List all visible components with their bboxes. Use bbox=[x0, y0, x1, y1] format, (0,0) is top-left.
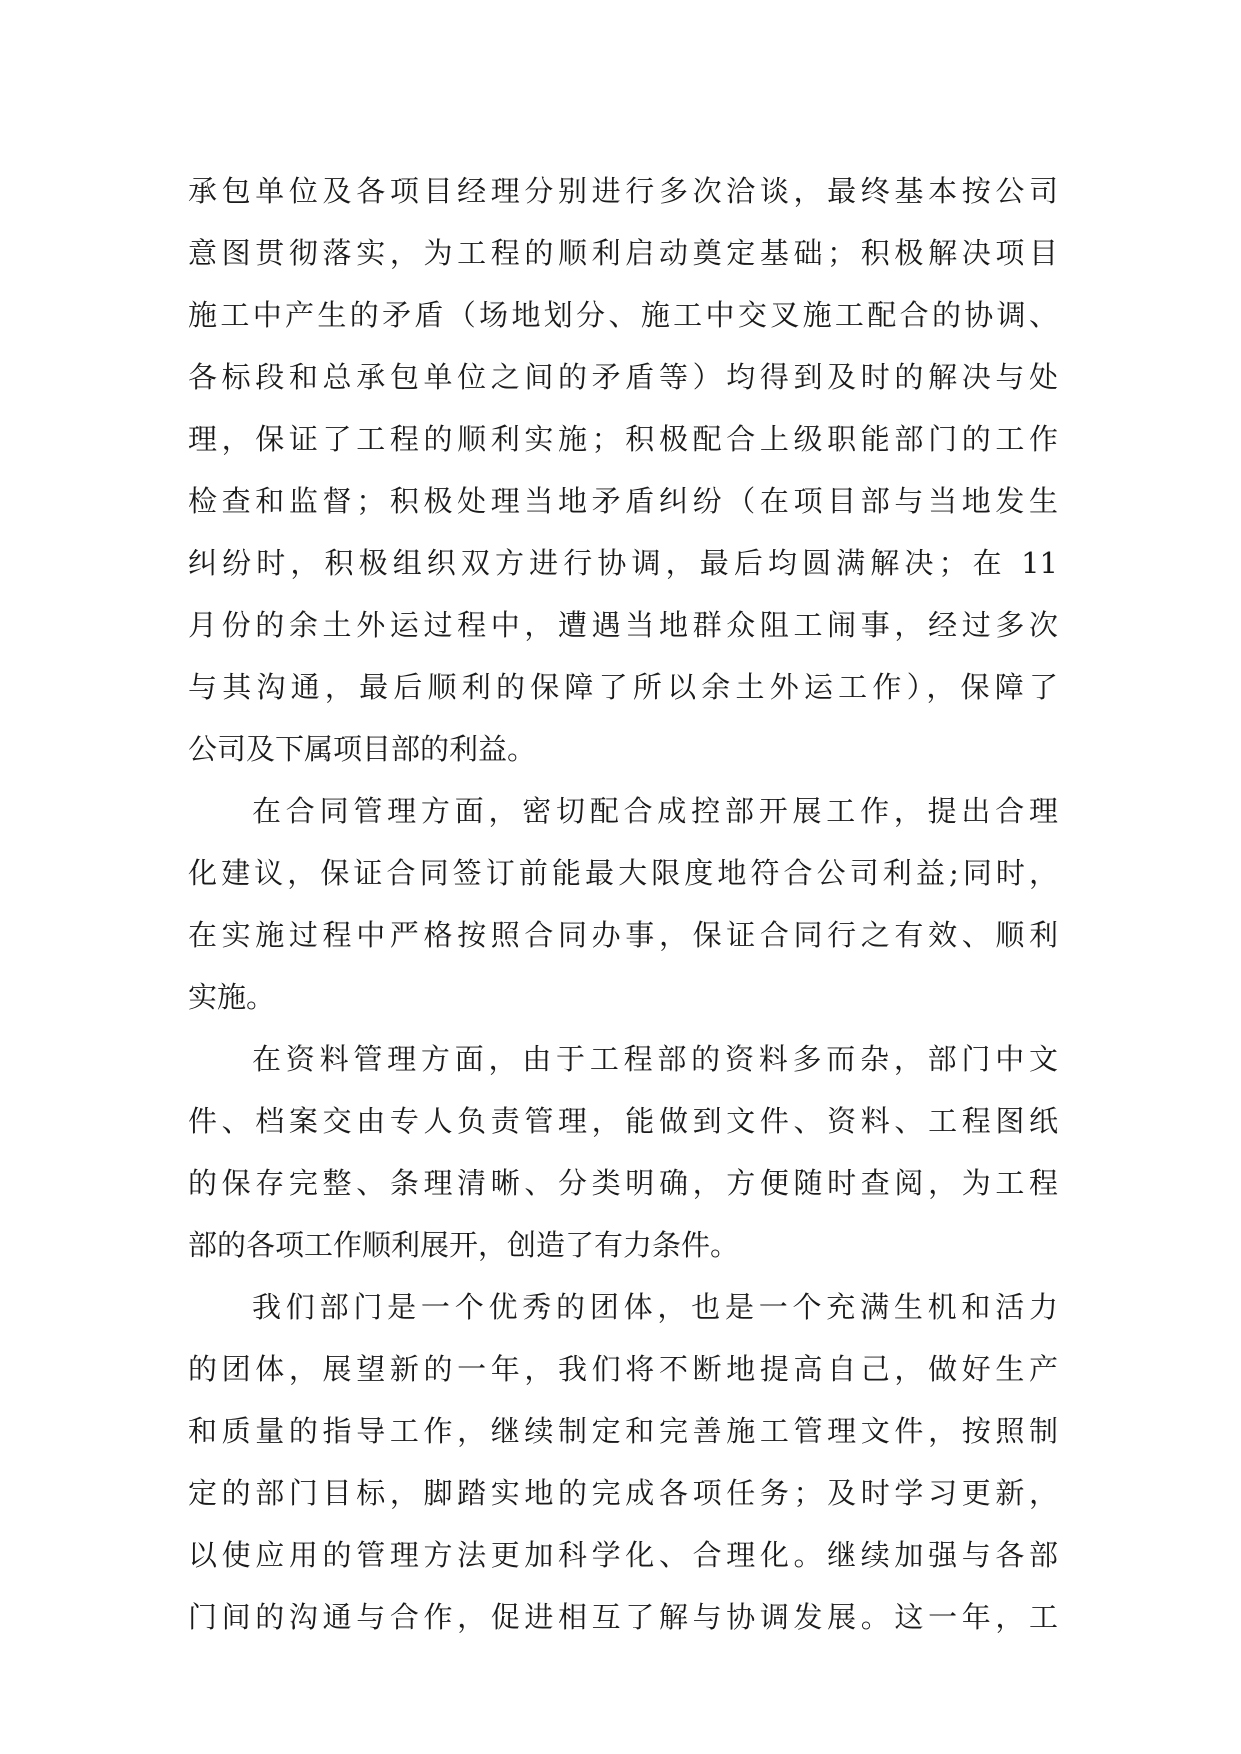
text-line: 理，保证了工程的顺利实施；积极配合上级职能部门的工作 bbox=[188, 422, 1058, 456]
text-line: 施工中产生的矛盾（场地划分、施工中交叉施工配合的协调、 bbox=[188, 298, 1058, 332]
text-line: 公司及下属项目部的利益。 bbox=[188, 732, 537, 766]
text-line: 实施。 bbox=[188, 980, 276, 1014]
text-line: 在资料管理方面，由于工程部的资料多而杂，部门中文 bbox=[252, 1042, 1058, 1076]
text-line: 与其沟通，最后顺利的保障了所以余土外运工作），保障了 bbox=[188, 670, 1058, 704]
text-line: 和质量的指导工作，继续制定和完善施工管理文件，按照制 bbox=[188, 1414, 1058, 1448]
text-line: 以使应用的管理方法更加科学化、合理化。继续加强与各部 bbox=[188, 1538, 1058, 1572]
text-line: 部的各项工作顺利展开，创造了有力条件。 bbox=[188, 1228, 740, 1262]
text-line: 在实施过程中严格按照合同办事，保证合同行之有效、顺利 bbox=[188, 918, 1058, 952]
paragraph bbox=[188, 1276, 1058, 1648]
text-line: 月份的余土外运过程中，遭遇当地群众阻工闹事，经过多次 bbox=[188, 608, 1058, 642]
text-line: 检查和监督；积极处理当地矛盾纠纷（在项目部与当地发生 bbox=[188, 484, 1058, 518]
text-line: 的团体，展望新的一年，我们将不断地提高自己，做好生产 bbox=[188, 1352, 1058, 1386]
text-line: 化建议，保证合同签订前能最大限度地符合公司利益;同时， bbox=[188, 856, 1058, 890]
text-line: 的保存完整、条理清晰、分类明确，方便随时查阅，为工程 bbox=[188, 1166, 1058, 1200]
text-line: 定的部门目标，脚踏实地的完成各项任务；及时学习更新， bbox=[188, 1476, 1058, 1510]
document-body bbox=[188, 160, 1058, 1648]
paragraph bbox=[188, 160, 1058, 780]
text-line: 我们部门是一个优秀的团体，也是一个充满生机和活力 bbox=[252, 1290, 1058, 1324]
text-line: 门间的沟通与合作，促进相互了解与协调发展。这一年，工 bbox=[188, 1600, 1058, 1634]
text-line: 纠纷时，积极组织双方进行协调，最后均圆满解决；在 11 bbox=[188, 546, 1058, 580]
text-line: 件、档案交由专人负责管理，能做到文件、资料、工程图纸 bbox=[188, 1104, 1058, 1138]
text-line: 承包单位及各项目经理分别进行多次洽谈，最终基本按公司 bbox=[188, 174, 1058, 208]
paragraph bbox=[188, 780, 1058, 1028]
text-line: 各标段和总承包单位之间的矛盾等）均得到及时的解决与处 bbox=[188, 360, 1058, 394]
paragraph bbox=[188, 1028, 1058, 1276]
text-line: 在合同管理方面，密切配合成控部开展工作，提出合理 bbox=[252, 794, 1058, 828]
text-line: 意图贯彻落实，为工程的顺利启动奠定基础；积极解决项目 bbox=[188, 236, 1058, 270]
